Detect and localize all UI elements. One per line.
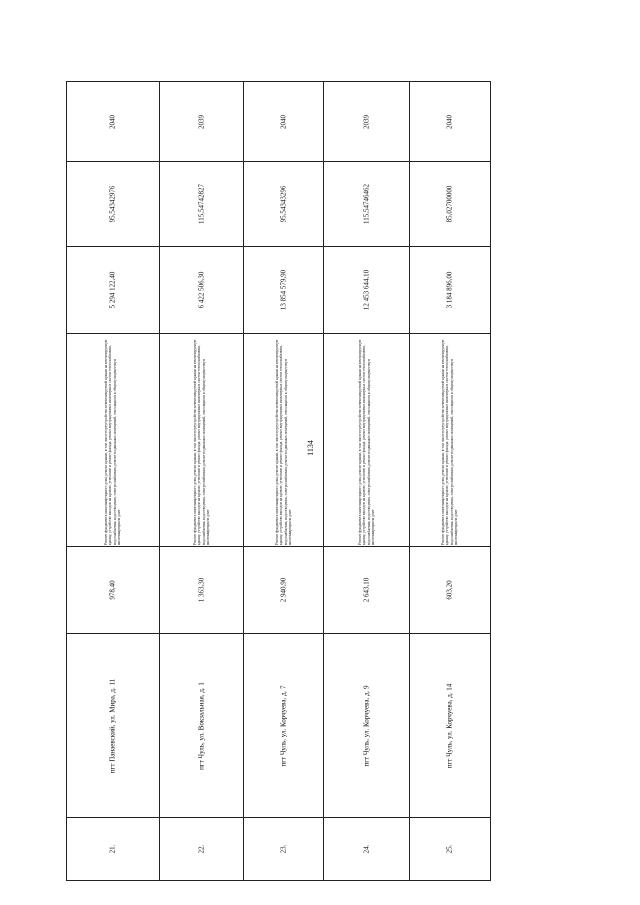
specific-cost-cell [244,162,324,247]
specific-cost-text: 95,54343296 [279,185,287,223]
area-text: 603,20 [445,580,454,600]
works-description-text: Ремонт фундамента многоквартирного дома, ремонт крыши, в том числе переустройство невентилируемой крыши на вентилируемую крышу, устройство выходов на кровлю, утепление и ремонт фасада, ремонт внутридомовых инженерных систем теплоснабжения, водоснабжения, водоотведения, электроснабжения, ремонт подвальных помещений, относящихся к общему имуществу в многоквартирном доме [104,339,122,545]
year-text: 2039 [197,114,205,129]
specific-cost-text: 85,02700000 [445,185,454,223]
specific-cost-cell [410,162,491,247]
address-text: пгт Чуль, ул. Корчуева, д. 14 [445,683,454,768]
year-cell [244,82,324,162]
cost-cell [410,247,491,334]
cost-cell [324,247,410,334]
works-description-cell [410,334,491,547]
address-text: пгт Чуль, ул. Вокзальная, д. 1 [197,681,205,770]
row-number-text: 25. [445,844,454,854]
address-cell [324,634,410,818]
row-number-cell [324,818,410,881]
cost-text: 12 453 644,10 [362,269,370,311]
table-row-cost [67,247,574,334]
works-description-cell [244,334,324,547]
cost-cell [244,247,324,334]
year-text: 2039 [362,114,370,129]
specific-cost-text: 95,54342976 [108,185,117,223]
area-cell [160,547,244,634]
row-number-cell [410,818,491,881]
works-description-cell [324,334,410,547]
address-cell [244,634,324,818]
area-cell [67,547,160,634]
year-text: 2040 [445,114,454,129]
area-text: 978,40 [108,580,117,600]
works-description-text: Ремонт фундамента многоквартирного дома, ремонт крыши, в том числе переустройство невентилируемой крыши на вентилируемую крышу, устройство выходов на кровлю, утепление и ремонт фасада, ремонт внутридомовых инженерных систем теплоснабжения, водоснабжения, водоотведения, электроснабжения, ремонт подвальных помещений, относящихся к общему имуществу в многоквартирном доме [274,339,292,545]
table-row-works [67,334,574,547]
area-cell [410,547,491,634]
works-description-cell [67,334,160,547]
works-description-text: Ремонт фундамента многоквартирного дома, ремонт крыши, в том числе переустройство невентилируемой крыши на вентилируемую крышу, устройство выходов на кровлю, утепление и ремонт фасада, ремонт внутридомовых инженерных систем теплоснабжения, водоснабжения, водоотведения, электроснабжения, ремонт подвальных помещений, относящихся к общему имуществу в многоквартирном доме [357,339,375,545]
repair-schedule-table [66,81,574,881]
row-number-text: 23. [279,844,287,854]
address-text: пгт Панаевский, ул. Мира, д. 11 [108,678,117,773]
specific-cost-cell [67,162,160,247]
address-cell [160,634,244,818]
works-description-cell [160,334,244,547]
row-number-cell [67,818,160,881]
cost-text: 3 184 896,00 [445,271,454,309]
year-cell [410,82,491,162]
area-cell [324,547,410,634]
address-text: пгт Чуль, ул. Корчуева, д. 7 [279,684,287,767]
cost-text: 13 854 579,90 [279,269,287,311]
specific-cost-cell [160,162,244,247]
table-row-area [67,547,574,634]
row-number-text: 21. [108,844,117,854]
year-cell [160,82,244,162]
row-number-cell [160,818,244,881]
cost-cell [67,247,160,334]
row-number-text: 24. [362,844,370,854]
area-cell [244,547,324,634]
row-number-cell [244,818,324,881]
address-text: пгт Чуль, ул. Корчуева, д. 9 [362,684,370,767]
table-row-year [67,82,574,162]
works-description-text: Ремонт фундамента многоквартирного дома, ремонт крыши, в том числе переустройство невентилируемой крыши на вентилируемую крышу, устройство выходов на кровлю, утепление и ремонт фасада, ремонт внутридомовых инженерных систем теплоснабжения, водоснабжения, водоотведения, электроснабжения, ремонт подвальных помещений, относящихся к общему имуществу в многоквартирном доме [192,339,210,545]
address-cell [67,634,160,818]
specific-cost-text: 115,54742827 [197,184,205,224]
cost-text: 5 294 122,40 [108,271,117,309]
address-cell [410,634,491,818]
table-row-address [67,634,574,818]
year-text: 2040 [108,114,117,129]
year-cell [324,82,410,162]
year-text: 2040 [279,114,287,129]
area-text: 2 940,90 [279,577,287,603]
table-row-num [67,818,574,881]
specific-cost-text: 115,54746462 [362,184,370,224]
area-text: 2 643,10 [362,577,370,603]
works-description-text: Ремонт фундамента многоквартирного дома, ремонт крыши, в том числе переустройство невентилируемой крыши на вентилируемую крышу, устройство выходов на кровлю, утепление и ремонт фасада, ремонт внутридомовых инженерных систем теплоснабжения, водоснабжения, водоотведения, электроснабжения, ремонт подвальных помещений, относящихся к общему имуществу в многоквартирном доме [441,339,459,545]
area-text: 1 363,30 [197,577,205,603]
cost-cell [160,247,244,334]
year-cell [67,82,160,162]
table-row-specific [67,162,574,247]
page-number: 1134 [306,440,315,456]
row-number-text: 22. [197,844,205,854]
specific-cost-cell [324,162,410,247]
cost-text: 6 422 506,30 [197,271,205,309]
